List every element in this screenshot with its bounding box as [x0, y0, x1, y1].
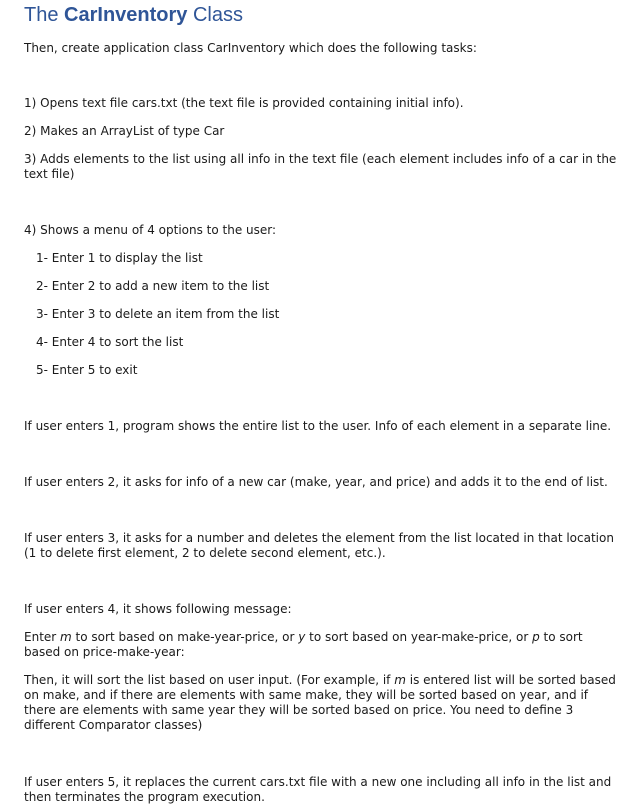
- intro-text: Then, create application class CarInventory which does the following tasks:: [24, 41, 477, 55]
- class-name: CarInventory: [64, 4, 188, 26]
- menu-option-3: 3- Enter 3 to delete an item from the list: [36, 307, 280, 321]
- task-2: 2) Makes an ArrayList of type Car: [24, 124, 225, 138]
- menu-option-1: 1- Enter 1 to display the list: [36, 251, 203, 265]
- sort-prompt: Enter m to sort based on make-year-price, or y to sort based on year-make-price, or p to sort based on price-make-year:: [24, 630, 583, 659]
- case-3-text: If user enters 3, it asks for a number and deletes the element from the list located in that location (1 to delete first element, 2 to delete second element, etc.).: [24, 531, 614, 560]
- task-4: 4) Shows a menu of 4 options to the user:: [24, 223, 277, 237]
- task-1: 1) Opens text file cars.txt (the text file is provided containing initial info).: [24, 96, 464, 110]
- menu-option-5: 5- Enter 5 to exit: [36, 363, 138, 377]
- case-2-text: If user enters 2, it asks for info of a new car (make, year, and price) and adds it to the end of list.: [24, 475, 608, 489]
- case-4-text: If user enters 4, it shows following message:: [24, 602, 292, 616]
- page-title: The CarInventory Class: [24, 4, 243, 26]
- task-3: 3) Adds elements to the list using all info in the text file (each element includes info of a car in the text file): [24, 152, 617, 181]
- case-5-text: If user enters 5, it replaces the current cars.txt file with a new one including all info in the list and then terminates the program execution.: [24, 775, 612, 804]
- menu-option-2: 2- Enter 2 to add a new item to the list: [36, 279, 270, 293]
- case-1-text: If user enters 1, program shows the entire list to the user. Info of each element in a separate line.: [24, 419, 612, 433]
- menu-option-4: 4- Enter 4 to sort the list: [36, 335, 184, 349]
- sort-explanation: Then, it will sort the list based on user input. (For example, if m is entered list will be sorted based on make, and if there are elements with same make, they will be sorted based on year, and if there are elements with same year they will be sorted based on price. You need to define 3 different Comparator classes): [24, 673, 616, 732]
